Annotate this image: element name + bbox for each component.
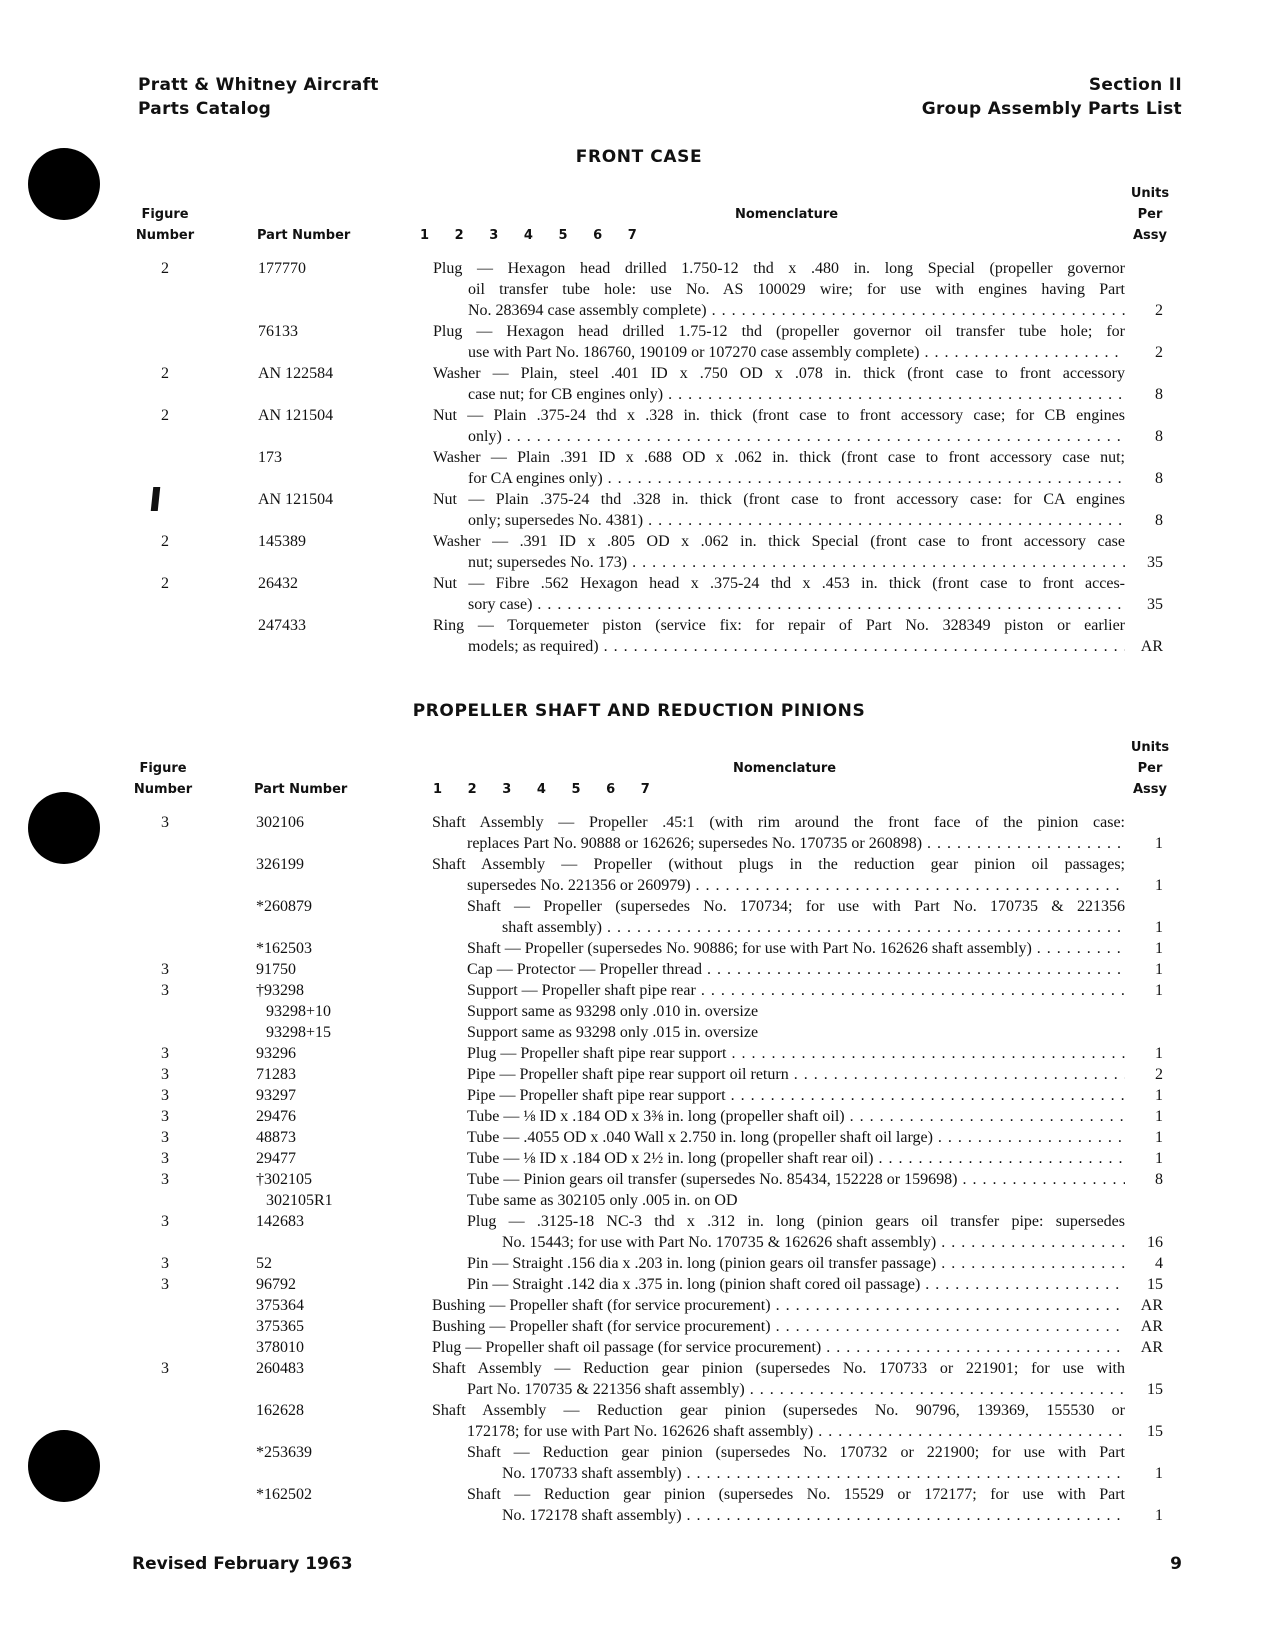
nomenclature xyxy=(433,405,1125,447)
part-number: 302106 xyxy=(256,814,304,831)
nomenclature-line: only) . . . xyxy=(433,426,1125,447)
units-per-assy: 1 xyxy=(1155,1150,1163,1167)
nomenclature xyxy=(433,573,1125,615)
nomenclature-line: sory case) . . . xyxy=(433,594,1125,615)
units-per-assy: 1 xyxy=(1155,982,1163,999)
units-per-assy: 1 xyxy=(1155,835,1163,852)
units-per-assy: 1 xyxy=(1155,877,1163,894)
nomenclature-line: No. 15443; for use with Part No. 170735 & 162626 shaft assembly) . . . xyxy=(467,1232,1125,1253)
units-per-assy: 35 xyxy=(1147,596,1163,613)
nomenclature-line: models; as required) . . . xyxy=(433,636,1125,657)
part-number: 52 xyxy=(256,1255,272,1272)
table-row xyxy=(0,812,1278,854)
table-row xyxy=(0,1274,1278,1295)
part-number: 162628 xyxy=(256,1402,304,1419)
front-case-parts-table xyxy=(0,258,1278,657)
part-number: 375364 xyxy=(256,1297,304,1314)
nomenclature-line: Cap — Protector — Propeller thread . . . xyxy=(467,959,1125,980)
table-row xyxy=(0,258,1278,321)
nomenclature-line: Tube — Pinion gears oil transfer (supersedes No. 85434, 152228 or 159698) . . . xyxy=(467,1169,1125,1190)
table-row xyxy=(0,1484,1278,1526)
nomenclature xyxy=(433,258,1125,321)
figure-number: 3 xyxy=(161,1150,169,1167)
part-number: AN 122584 xyxy=(258,365,334,382)
figure-number: 2 xyxy=(161,260,169,277)
units-per-assy: 1 xyxy=(1155,940,1163,957)
nomenclature-line: No. 283694 case assembly complete) . . . xyxy=(433,300,1125,321)
nomenclature-line: nut; supersedes No. 173) . . . xyxy=(433,552,1125,573)
figure-number: 2 xyxy=(161,533,169,550)
part-number: 71283 xyxy=(256,1066,296,1083)
part-number: 93296 xyxy=(256,1045,296,1062)
nomenclature-line: Plug — .3125-18 NC-3 thd x .312 in. long (pinion gears oil transfer pipe: supersedes xyxy=(467,1213,1125,1230)
nomenclature-line: only; supersedes No. 4381) . . . xyxy=(433,510,1125,531)
nomenclature xyxy=(467,1274,1125,1295)
nomenclature-line: Nut — Plain .375-24 thd .328 in. thick (front case to front accessory case: for CA engines xyxy=(433,491,1125,508)
nomenclature xyxy=(467,896,1125,938)
table-row xyxy=(0,1085,1278,1106)
nomenclature-header: Nomenclature xyxy=(735,207,839,222)
units-per-assy: 1 xyxy=(1155,1465,1163,1482)
table-row xyxy=(0,1253,1278,1274)
nomenclature-line: Tube — .4055 OD x .040 Wall x 2.750 in. long (propeller shaft oil large) . . . xyxy=(467,1127,1125,1148)
table-row xyxy=(0,1169,1278,1190)
nomenclature-line: No. 172178 shaft assembly) . . . xyxy=(467,1505,1125,1526)
table-row xyxy=(0,489,1278,531)
nomenclature-line: Pipe — Propeller shaft pipe rear support . . . xyxy=(467,1085,1125,1106)
catalog-name: Parts Catalog xyxy=(138,99,272,119)
part-number: 48873 xyxy=(256,1129,296,1146)
nomenclature xyxy=(467,1484,1125,1526)
part-number: 29476 xyxy=(256,1108,296,1125)
nomenclature xyxy=(432,1295,1125,1316)
figure-number: 3 xyxy=(161,961,169,978)
propeller-shaft-parts-table xyxy=(0,812,1278,1526)
units-per-assy: 15 xyxy=(1147,1381,1163,1398)
nomenclature-line: use with Part No. 186760, 190109 or 107270 case assembly complete) . . . xyxy=(433,342,1125,363)
part-number: 76133 xyxy=(258,323,298,340)
figure-number: 3 xyxy=(161,1066,169,1083)
part-number: 93297 xyxy=(256,1087,296,1104)
nomenclature-line: Plug — Propeller shaft oil passage (for service procurement) . . . xyxy=(432,1337,1125,1358)
nomenclature-line: Bushing — Propeller shaft (for service procurement) . . . xyxy=(432,1295,1125,1316)
table-row xyxy=(0,405,1278,447)
figure-number: 3 xyxy=(161,1213,169,1230)
nomenclature-line: Shaft — Reduction gear pinion (supersedes No. 170732 or 221900; for use with Part xyxy=(467,1444,1125,1461)
nomenclature-line: Nut — Plain .375-24 thd x .328 in. thick (front case to front accessory case; for CB engines xyxy=(433,407,1125,424)
revision-date: Revised February 1963 xyxy=(132,1554,353,1574)
nomenclature xyxy=(467,1085,1125,1106)
units-per-assy: 15 xyxy=(1147,1423,1163,1440)
table-row xyxy=(0,1400,1278,1442)
part-number: †302105 xyxy=(256,1171,312,1188)
nomenclature-line: Bushing — Propeller shaft (for service procurement) . . . xyxy=(432,1316,1125,1337)
nomenclature xyxy=(467,1127,1125,1148)
figure-number-header: Figure Number xyxy=(133,761,193,797)
nomenclature xyxy=(467,1043,1125,1064)
nomenclature-line: Washer — Plain, steel .401 ID x .750 OD x .078 in. thick (front case to front accessory xyxy=(433,365,1125,382)
table-row xyxy=(0,573,1278,615)
nomenclature xyxy=(467,1253,1125,1274)
nomenclature-line: Part No. 170735 & 221356 shaft assembly) . . . xyxy=(432,1379,1125,1400)
nomenclature xyxy=(433,321,1125,363)
nomenclature xyxy=(467,1064,1125,1085)
table-row xyxy=(0,854,1278,896)
part-number: 26432 xyxy=(258,575,298,592)
table-row xyxy=(0,1190,1278,1211)
table-row xyxy=(0,1148,1278,1169)
units-per-assy: 15 xyxy=(1147,1276,1163,1293)
nomenclature xyxy=(467,1442,1125,1484)
nomenclature xyxy=(432,1358,1125,1400)
table-row xyxy=(0,1043,1278,1064)
nomenclature-line: Pipe — Propeller shaft pipe rear support oil return . . . xyxy=(467,1064,1125,1085)
nomenclature xyxy=(467,1001,1125,1022)
table-row xyxy=(0,980,1278,1001)
units-per-assy: 1 xyxy=(1155,1108,1163,1125)
nomenclature-line: Tube — ⅛ ID x .184 OD x 2½ in. long (propeller shaft rear oil) . . . xyxy=(467,1148,1125,1169)
nomenclature xyxy=(467,1211,1125,1253)
units-per-assy: AR xyxy=(1140,1339,1163,1356)
page-number: 9 xyxy=(1170,1554,1182,1574)
units-per-assy-header: Units Per Assy xyxy=(1130,740,1170,797)
part-number: 173 xyxy=(258,449,282,466)
part-number: 96792 xyxy=(256,1276,296,1293)
units-per-assy-header: Units Per Assy xyxy=(1130,186,1170,243)
section-title-front-case: FRONT CASE xyxy=(575,147,703,167)
section-label: Section II xyxy=(1088,75,1182,95)
nomenclature-line: Shaft Assembly — Propeller (without plugs in the reduction gear pinion oil passages; xyxy=(432,856,1125,873)
nomenclature xyxy=(467,1022,1125,1043)
table-row xyxy=(0,1064,1278,1085)
table-row xyxy=(0,1358,1278,1400)
part-number: 378010 xyxy=(256,1339,304,1356)
table-row xyxy=(0,1337,1278,1358)
part-number: 142683 xyxy=(256,1213,304,1230)
figure-number: 3 xyxy=(161,1129,169,1146)
figure-number: 3 xyxy=(161,1045,169,1062)
units-per-assy: AR xyxy=(1140,1297,1163,1314)
part-number: 177770 xyxy=(258,260,306,277)
nomenclature-line: Tube same as 302105 only .005 in. on OD xyxy=(467,1192,738,1209)
indent-levels-header: 1 2 3 4 5 6 7 xyxy=(420,228,637,243)
table-row xyxy=(0,1295,1278,1316)
part-number: 247433 xyxy=(258,617,306,634)
figure-number: 2 xyxy=(161,407,169,424)
units-per-assy: 8 xyxy=(1155,512,1163,529)
nomenclature-line: Plug — Hexagon head drilled 1.750-12 thd x .480 in. long Special (propeller governor xyxy=(433,260,1125,277)
table-row xyxy=(0,1316,1278,1337)
nomenclature xyxy=(432,1400,1125,1442)
figure-number: 3 xyxy=(161,1171,169,1188)
table-row xyxy=(0,531,1278,573)
figure-number: 3 xyxy=(161,814,169,831)
nomenclature-line: Plug — Hexagon head drilled 1.75-12 thd (propeller governor oil transfer tube hole; for xyxy=(433,323,1125,340)
part-number: 145389 xyxy=(258,533,306,550)
nomenclature-line: No. 170733 shaft assembly) . . . xyxy=(467,1463,1125,1484)
units-per-assy: 2 xyxy=(1155,1066,1163,1083)
nomenclature-line: shaft assembly) . . . xyxy=(467,917,1125,938)
table-row xyxy=(0,1001,1278,1022)
table-row xyxy=(0,363,1278,405)
nomenclature xyxy=(467,1106,1125,1127)
nomenclature-line: replaces Part No. 90888 or 162626; supersedes No. 170735 or 260898) . . . xyxy=(432,833,1125,854)
nomenclature xyxy=(467,959,1125,980)
nomenclature-line: supersedes No. 221356 or 260979) . . . xyxy=(432,875,1125,896)
nomenclature xyxy=(432,1316,1125,1337)
figure-number: 3 xyxy=(161,1360,169,1377)
table-row xyxy=(0,959,1278,980)
header-left xyxy=(138,73,379,121)
nomenclature-line: Shaft Assembly — Reduction gear pinion (supersedes No. 170733 or 221901; for use with xyxy=(432,1360,1125,1377)
figure-number: 3 xyxy=(161,1087,169,1104)
nomenclature-line: Pin — Straight .142 dia x .375 in. long (pinion shaft cored oil passage) . . . xyxy=(467,1274,1125,1295)
table-row xyxy=(0,896,1278,938)
part-number: AN 121504 xyxy=(258,407,334,424)
nomenclature-line: Ring — Torquemeter piston (service fix: for repair of Part No. 328349 piston or earlier xyxy=(433,617,1125,634)
figure-number: 3 xyxy=(161,1276,169,1293)
nomenclature xyxy=(432,854,1125,896)
units-per-assy: 1 xyxy=(1155,1507,1163,1524)
nomenclature-line: Shaft — Propeller (supersedes No. 90886; for use with Part No. 162626 shaft assembly) . . . xyxy=(467,938,1125,959)
units-per-assy: 35 xyxy=(1147,554,1163,571)
part-number: *162503 xyxy=(256,940,312,957)
part-number: *260879 xyxy=(256,898,312,915)
units-per-assy: 4 xyxy=(1155,1255,1163,1272)
nomenclature xyxy=(467,980,1125,1001)
nomenclature xyxy=(467,1148,1125,1169)
table-row xyxy=(0,1211,1278,1253)
units-per-assy: AR xyxy=(1140,1318,1163,1335)
nomenclature-line: Support — Propeller shaft pipe rear . . . xyxy=(467,980,1125,1001)
part-number: AN 121504 xyxy=(258,491,334,508)
part-number: *253639 xyxy=(256,1444,312,1461)
units-per-assy: 1 xyxy=(1155,1045,1163,1062)
units-per-assy: 16 xyxy=(1147,1234,1163,1251)
units-per-assy: 1 xyxy=(1155,1087,1163,1104)
nomenclature-line: oil transfer tube hole: use No. AS 100029 wire; for use with engines having Part xyxy=(468,281,1125,298)
units-per-assy: AR xyxy=(1140,638,1163,655)
nomenclature-line: Shaft Assembly — Reduction gear pinion (supersedes No. 90796, 139369, 155530 or xyxy=(432,1402,1125,1419)
part-number: 375365 xyxy=(256,1318,304,1335)
units-per-assy: 8 xyxy=(1155,470,1163,487)
units-per-assy: 1 xyxy=(1155,961,1163,978)
nomenclature-header: Nomenclature xyxy=(733,761,837,776)
nomenclature xyxy=(467,1190,1125,1211)
nomenclature xyxy=(432,1337,1125,1358)
publisher-name: Pratt & Whitney Aircraft xyxy=(138,75,379,95)
nomenclature-line: Pin — Straight .156 dia x .203 in. long (pinion gears oil transfer passage) . . . xyxy=(467,1253,1125,1274)
nomenclature-line: Nut — Fibre .562 Hexagon head x .375-24 thd x .453 in. thick (front case to front acces- xyxy=(433,575,1125,592)
section-subtitle: Group Assembly Parts List xyxy=(921,99,1182,119)
part-number-header: Part Number xyxy=(254,782,348,797)
nomenclature-line: Support same as 93298 only .010 in. oversize xyxy=(467,1003,759,1020)
nomenclature xyxy=(433,489,1125,531)
nomenclature-line: 172178; for use with Part No. 162626 shaft assembly) . . . xyxy=(432,1421,1125,1442)
nomenclature-line: Shaft Assembly — Propeller .45:1 (with rim around the front face of the pinion case: xyxy=(432,814,1125,831)
part-number: 91750 xyxy=(256,961,296,978)
units-per-assy: 2 xyxy=(1155,302,1163,319)
table-row xyxy=(0,1022,1278,1043)
part-number: 326199 xyxy=(256,856,304,873)
table-row xyxy=(0,321,1278,363)
units-per-assy: 8 xyxy=(1155,386,1163,403)
part-number-header: Part Number xyxy=(257,228,351,243)
nomenclature xyxy=(433,447,1125,489)
header-right xyxy=(922,73,1182,121)
part-number: †93298 xyxy=(256,982,304,999)
table-row xyxy=(0,938,1278,959)
part-number: *162502 xyxy=(256,1486,312,1503)
figure-number: 2 xyxy=(161,575,169,592)
table-row xyxy=(0,447,1278,489)
section-title-propeller-shaft: PROPELLER SHAFT AND REDUCTION PINIONS xyxy=(412,701,866,721)
table-row xyxy=(0,1106,1278,1127)
nomenclature xyxy=(433,531,1125,573)
nomenclature-line: Shaft — Reduction gear pinion (supersedes No. 15529 or 172177; for use with Part xyxy=(467,1486,1125,1503)
nomenclature-line: for CA engines only) . . . xyxy=(433,468,1125,489)
units-per-assy: 8 xyxy=(1155,428,1163,445)
nomenclature-line: Plug — Propeller shaft pipe rear support . . . xyxy=(467,1043,1125,1064)
part-number: 302105R1 xyxy=(266,1192,333,1209)
table-row xyxy=(0,1442,1278,1484)
part-number: 93298+15 xyxy=(266,1024,332,1041)
nomenclature-line: Tube — ⅛ ID x .184 OD x 3⅜ in. long (propeller shaft oil) . . . xyxy=(467,1106,1125,1127)
table-row xyxy=(0,615,1278,657)
indent-levels-header: 1 2 3 4 5 6 7 xyxy=(433,782,650,797)
part-number: 93298+10 xyxy=(266,1003,332,1020)
nomenclature xyxy=(432,812,1125,854)
figure-number: 3 xyxy=(161,1108,169,1125)
nomenclature-line: Washer — Plain .391 ID x .688 OD x .062 in. thick (front case to front accessory case nut; xyxy=(433,449,1125,466)
part-number: 29477 xyxy=(256,1150,296,1167)
nomenclature-line: Support same as 93298 only .015 in. oversize xyxy=(467,1024,759,1041)
figure-number: 2 xyxy=(161,365,169,382)
table-row xyxy=(0,1127,1278,1148)
nomenclature xyxy=(433,363,1125,405)
nomenclature xyxy=(467,938,1125,959)
nomenclature-line: Washer — .391 ID x .805 OD x .062 in. thick Special (front case to front accessory case xyxy=(433,533,1125,550)
figure-number: 3 xyxy=(161,1255,169,1272)
nomenclature-line: Shaft — Propeller (supersedes No. 170734; for use with Part No. 170735 & 221356 xyxy=(467,898,1125,915)
figure-number-header: Figure Number xyxy=(135,207,195,243)
nomenclature xyxy=(467,1169,1125,1190)
figure-number: 3 xyxy=(161,982,169,999)
nomenclature-line: case nut; for CB engines only) . . . xyxy=(433,384,1125,405)
units-per-assy: 8 xyxy=(1155,1171,1163,1188)
units-per-assy: 1 xyxy=(1155,919,1163,936)
nomenclature xyxy=(433,615,1125,657)
units-per-assy: 1 xyxy=(1155,1129,1163,1146)
part-number: 260483 xyxy=(256,1360,304,1377)
units-per-assy: 2 xyxy=(1155,344,1163,361)
